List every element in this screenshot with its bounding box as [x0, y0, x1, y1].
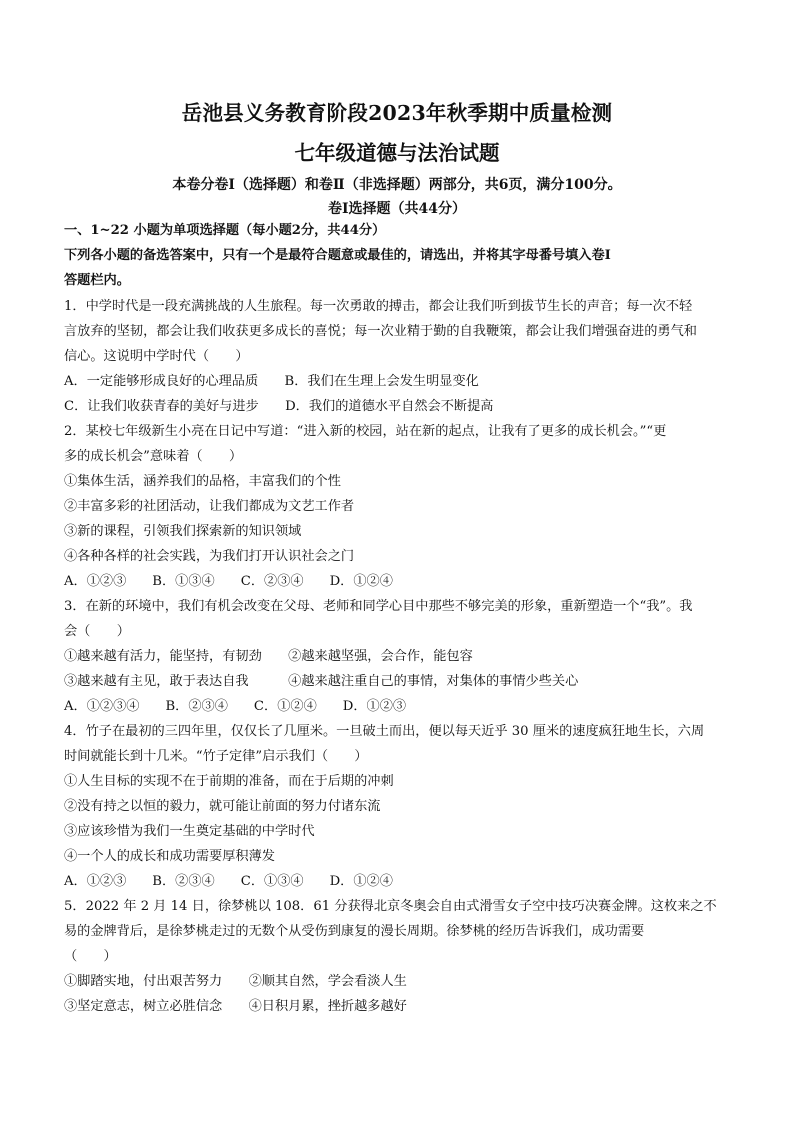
choice-row	[64, 573, 734, 591]
statement-item: ①脚踏实地，付出艰苦努力 ②顺其自然，学会看淡人生	[64, 974, 407, 989]
instruction-line: 下列各小题的备选答案中，只有一个是最符合题意或最佳的，请选出，并将其字母番号填入卷Ⅰ	[64, 248, 611, 263]
choice-c: C．①③④	[240, 874, 304, 889]
question-stem: 信心。这说明中学时代（ ）	[64, 349, 249, 364]
question-stem: 言放弃的坚韧，都会让我们收获更多成长的喜悦；每一次业精于勤的自我鞭策，都会让我们增强奋进的勇气和	[64, 324, 697, 339]
answer-option: C．让我们收获青春的美好与进步 D．我们的道德水平自然会不断提高	[64, 399, 494, 414]
question-stem: 易的金牌背后，是徐梦桃走过的无数个从受伤到康复的漫长周期。徐梦桃的经历告诉我们，成功需要	[64, 924, 645, 939]
choice-c: C．②③④	[240, 574, 304, 589]
choice-c: C．①②④	[253, 699, 317, 714]
choice-row	[64, 873, 734, 891]
exam-title: 岳池县义务教育阶段2023年秋季期中质量检测	[181, 101, 613, 125]
statement-item: ④一个人的成长和成功需要厚积薄发	[64, 849, 275, 864]
question-stem: 2．某校七年级新生小亮在日记中写道：“进入新的校园，站在新的起点，让我有了更多的成长机会。”“更	[64, 424, 667, 439]
part-one-heading: 卷Ⅰ选择题（共44分）	[327, 201, 467, 217]
subject-title: 七年级道德与法治试题	[294, 141, 500, 165]
choice-a: A．①②③	[64, 874, 127, 889]
choice-b: B．②③④	[152, 874, 215, 889]
section-heading: 一、1~22 小题为单项选择题（每小题2分，共44分）	[64, 223, 386, 238]
question-stem: 4．竹子在最初的三四年里，仅仅长了几厘米。一旦破土而出，便以每天近乎 30 厘米的速度疯狂地生长，六周	[64, 724, 705, 739]
statement-item: ④各种各样的社会实践，为我们打开认识社会之门	[64, 549, 355, 564]
statement-item: ③坚定意志，树立必胜信念 ④日积月累，挫折越多越好	[64, 999, 407, 1014]
question-stem: 多的成长机会”意味着（ ）	[64, 449, 243, 464]
choice-a: A．①②③	[64, 574, 127, 589]
statement-item: ②没有持之以恒的毅力，就可能让前面的努力付诸东流	[64, 799, 381, 814]
choice-b: B．①③④	[152, 574, 215, 589]
question-stem: 1．中学时代是一段充满挑战的人生旅程。每一次勇敢的搏击，都会让我们听到拔节生长的声音；每一次不轻	[64, 299, 693, 314]
choice-d: D．①②③	[342, 699, 407, 714]
instruction-line: 答题栏内。	[64, 273, 130, 288]
paper-intro: 本卷分卷Ⅰ（选择题）和卷Ⅱ（非选择题）两部分，共6页，满分100分。	[172, 177, 622, 193]
statement-item: ②丰富多彩的社团活动，让我们都成为文艺工作者	[64, 499, 355, 514]
statement-item: ③应该珍惜为我们一生奠定基础的中学时代	[64, 824, 315, 839]
choice-d: D．①②④	[329, 574, 393, 589]
statement-item: ①人生目标的实现不在于前期的准备，而在于后期的冲刺	[64, 774, 394, 789]
choice-a: A．①②③④	[64, 699, 140, 714]
statement-item: ③新的课程，引领我们探索新的知识领域	[64, 524, 302, 539]
choice-b: B．②③④	[165, 699, 228, 714]
choice-d: D．①②④	[329, 874, 393, 889]
question-stem: 5．2022 年 2 月 14 日，徐梦桃以 108．61 分获得北京冬奥会自由式滑雪女子空中技巧决赛金牌。这枚来之不	[64, 899, 717, 914]
statement-item: ③越来越有主见，敢于表达自我 ④越来越注重自己的事情，对集体的事情少些关心	[64, 674, 579, 689]
statement-item: ①越来越有活力，能坚持，有韧劲 ②越来越坚强，会合作，能包容	[64, 649, 473, 664]
question-stem: （ ）	[64, 949, 117, 964]
question-stem: 3．在新的环境中，我们有机会改变在父母、老师和同学心目中那些不够完美的形象，重新塑造一个“我”。我	[64, 599, 693, 614]
question-stem: 时间就能长到十几米。“竹子定律”启示我们（ ）	[64, 749, 368, 764]
answer-option: A．一定能够形成良好的心理品质 B．我们在生理上会发生明显变化	[64, 374, 479, 389]
question-stem: 会（ ）	[64, 624, 130, 639]
statement-item: ①集体生活，涵养我们的品格，丰富我们的个性	[64, 474, 341, 489]
choice-row	[64, 698, 734, 716]
